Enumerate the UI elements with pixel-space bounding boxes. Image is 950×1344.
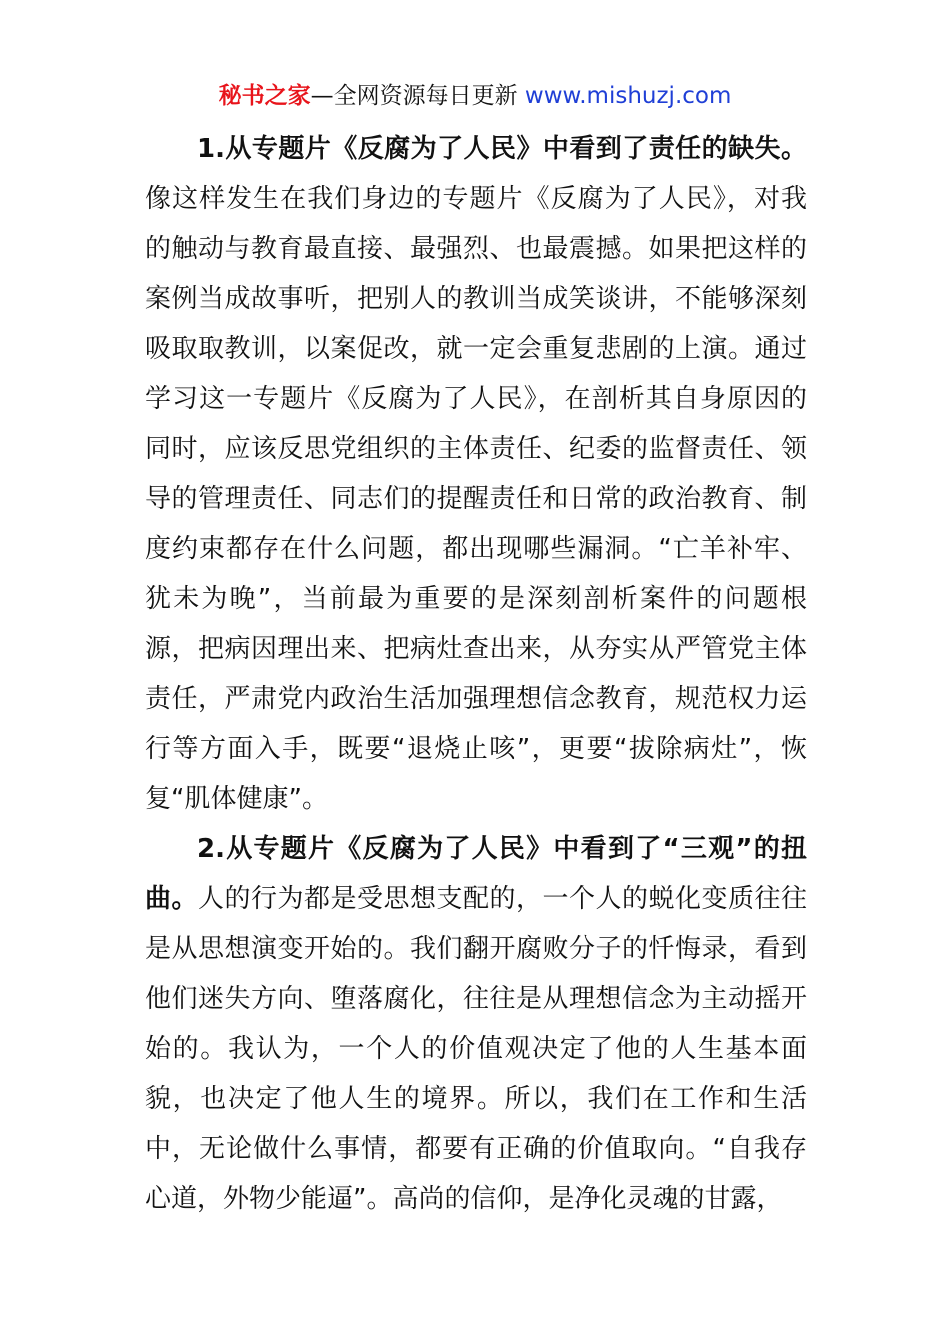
paragraph-heading: 2.从专题片《反腐为了人民》中看到了“三观”的扭曲。 [145, 834, 807, 914]
paragraph-three-views [145, 824, 807, 1224]
site-header [0, 80, 950, 112]
header-tagline: —全网资源每日更新 [310, 83, 525, 109]
site-url[interactable]: www.mishuzj.com [524, 83, 732, 109]
paragraph-responsibility [145, 124, 807, 824]
brand-name: 秘书之家 [218, 83, 311, 109]
paragraph-text: 人的行为都是受思想支配的，一个人的蜕化变质往往是从思想演变开始的。我们翻开腐败分子的忏悔录，看到他们迷失方向、堕落腐化，往往是从理想信念为主动摇开始的。我认为，一个人的价值观决定了他的人生基本面貌，也决定了他人生的境界。所以，我们在工作和生活中，无论做什么事情，都要有正确的价值取向。“自我存心道，外物少能逼”。高尚的信仰，是净化灵魂的甘露， [145, 884, 807, 1214]
paragraph-text: 像这样发生在我们身边的专题片《反腐为了人民》，对我的触动与教育最直接、最强烈、也最震撼。如果把这样的案例当成故事听，把别人的教训当成笑谈讲，不能够深刻吸取取教训，以案促改，就一定会重复悲剧的上演。通过学习这一专题片《反腐为了人民》，在剖析其自身原因的同时，应该反思党组织的主体责任、纪委的监督责任、领导的管理责任、同志们的提醒责任和日常的政治教育、制度约束都存在什么问题，都出现哪些漏洞。“亡羊补牢、犹未为晚”，当前最为重要的是深刻剖析案件的问题根源，把病因理出来、把病灶查出来，从夯实从严管党主体责任，严肃党内政治生活加强理想信念教育，规范权力运行等方面入手，既要“退烧止咳”，更要“拔除病灶”，恢复“肌体健康”。 [145, 184, 807, 814]
paragraph-heading: 1.从专题片《反腐为了人民》中看到了责任的缺失。 [197, 134, 807, 164]
document-body [145, 124, 807, 1224]
